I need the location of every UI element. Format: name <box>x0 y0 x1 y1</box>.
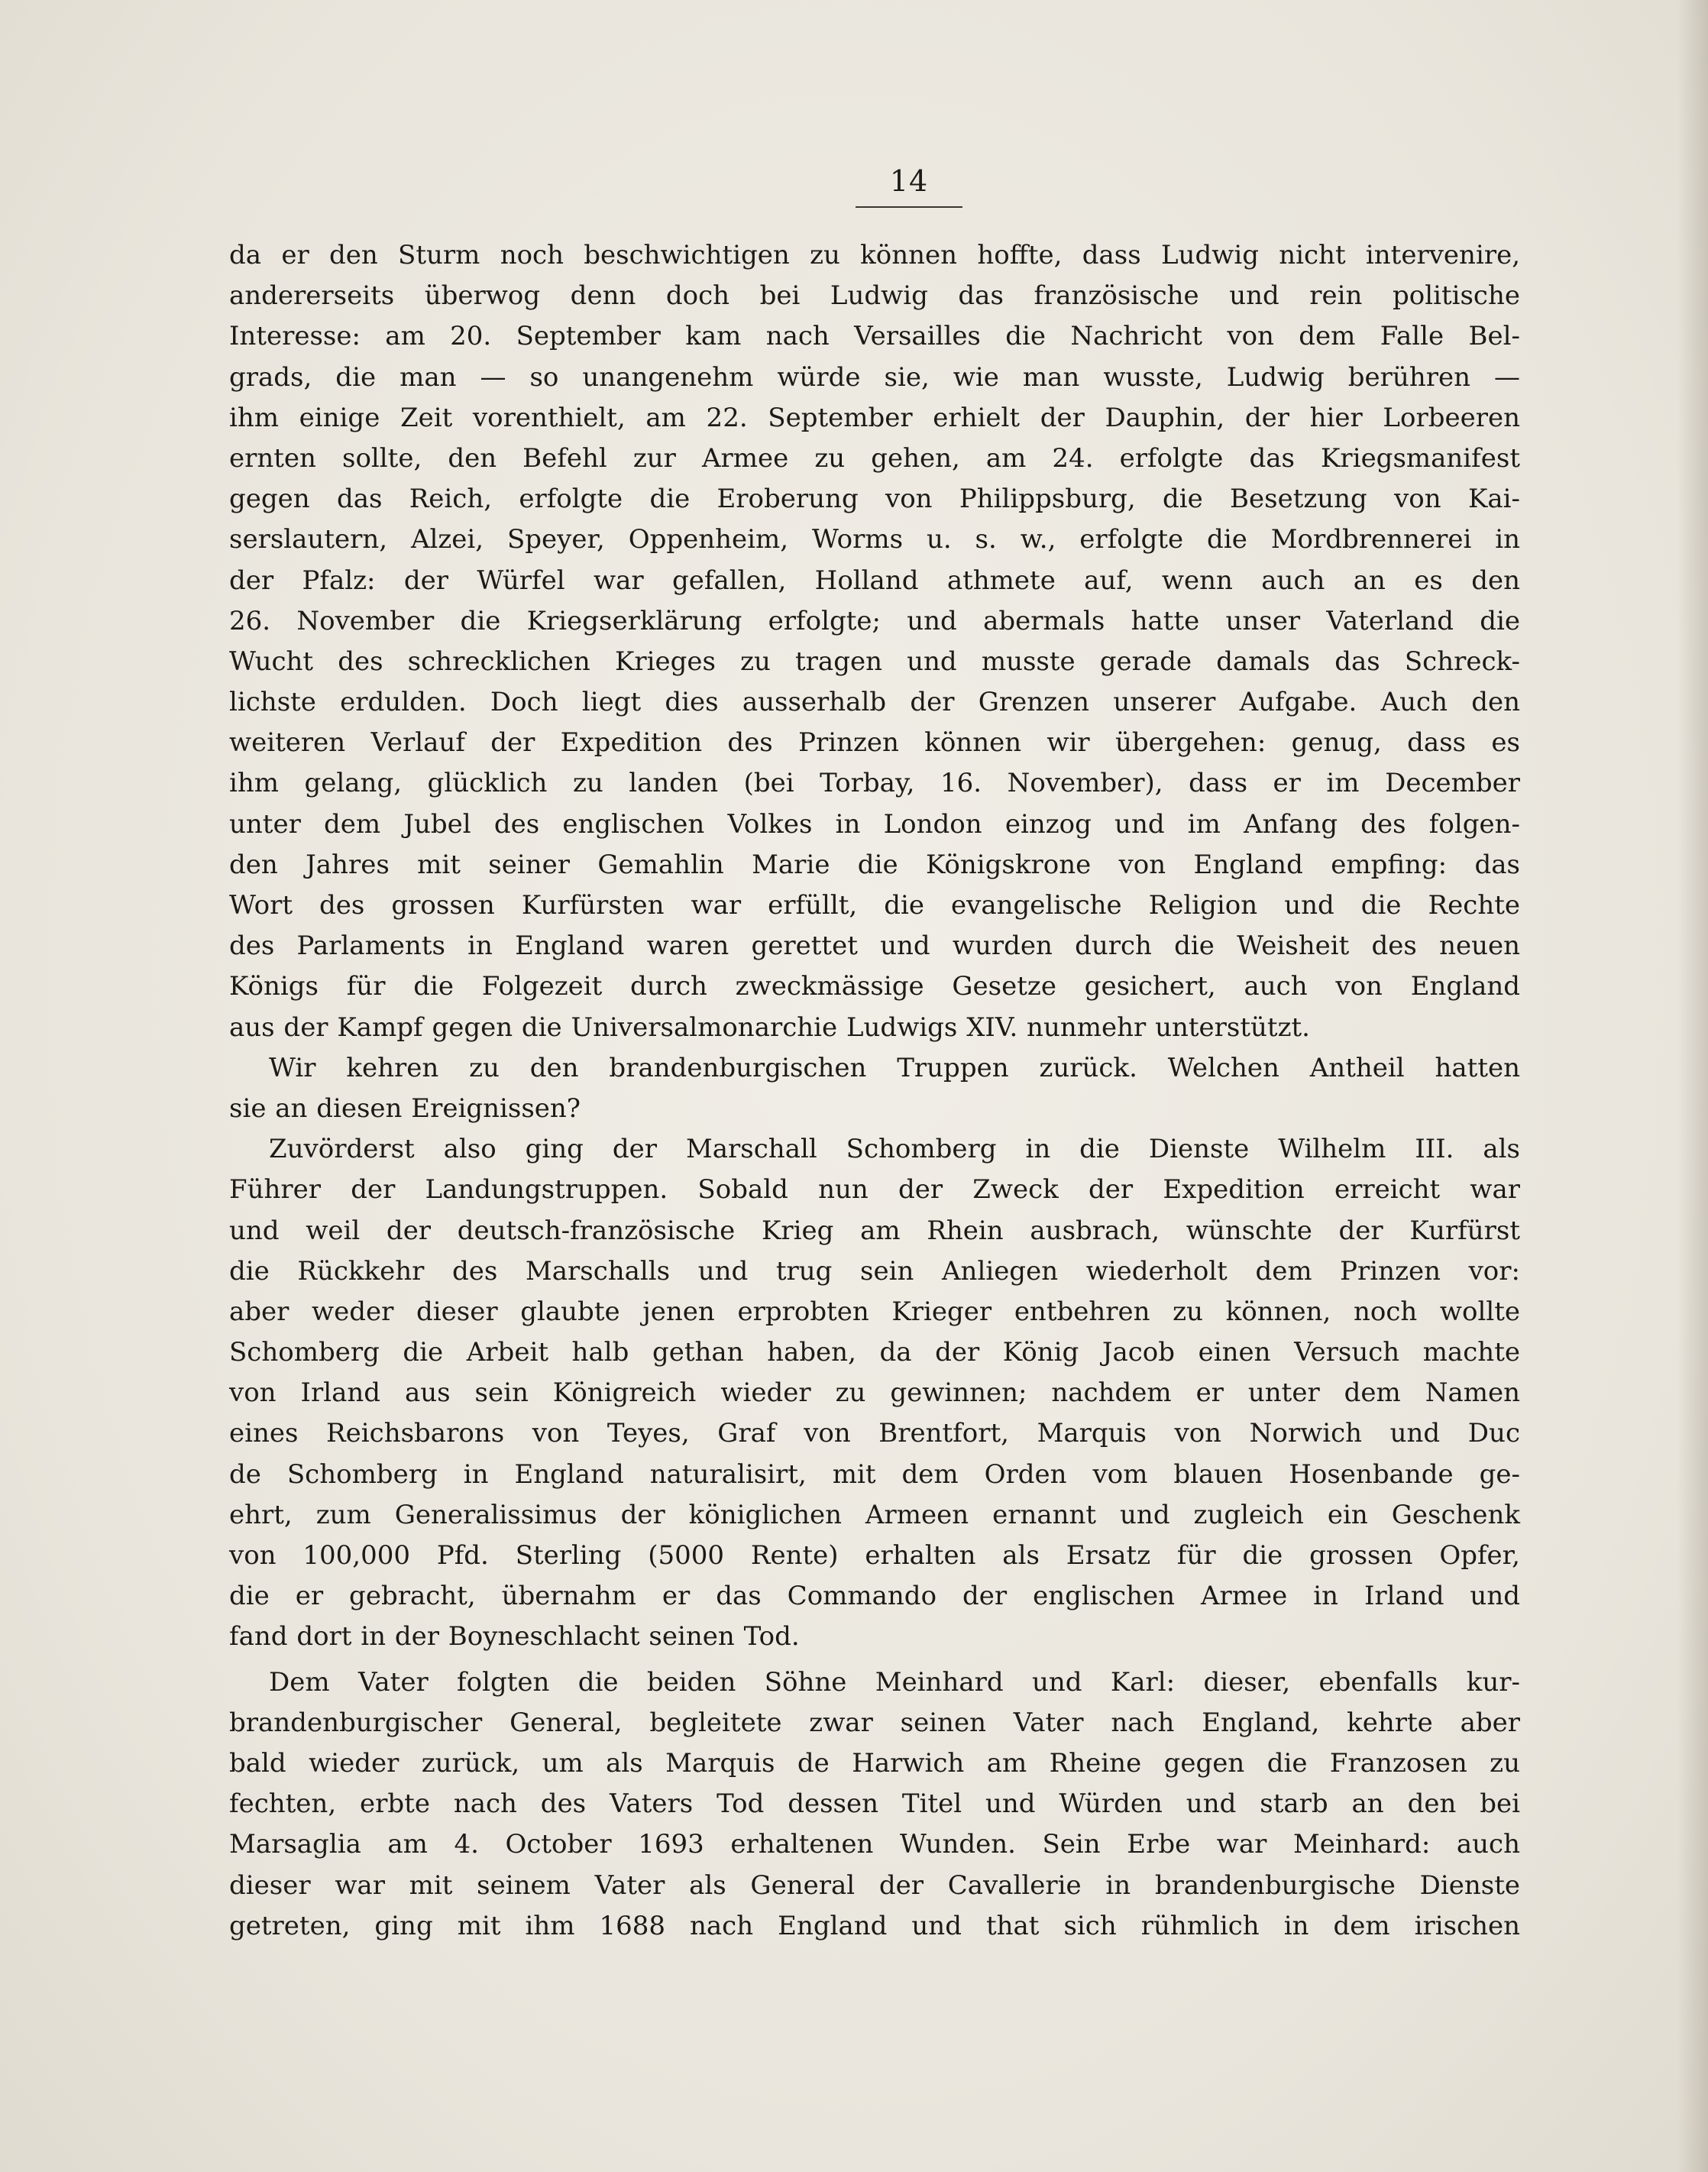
text-line: dieser war mit seinem Vater als General der Cavallerie in brandenburgische Dienste <box>229 1869 1520 1901</box>
text-line: von 100,000 Pfd. Sterling (5000 Rente) erhalten als Ersatz für die grossen Opfer, <box>229 1540 1520 1571</box>
text-line: Marsaglia am 4. October 1693 erhaltenen Wunden. Sein Erbe war Meinhard: auch <box>229 1829 1520 1860</box>
text-line: gegen das Reich, erfolgte die Eroberung von Philippsburg, die Besetzung von Kai- <box>229 484 1520 515</box>
text-line: Schomberg die Arbeit halb gethan haben, da der König Jacob einen Versuch machte <box>229 1337 1520 1368</box>
page-number: 14 <box>889 164 929 198</box>
text-line: weiteren Verlauf der Expedition des Prinzen können wir übergehen: genug, dass es <box>229 727 1520 759</box>
text-line: und weil der deutsch-französische Krieg am Rhein ausbrach, wünschte der Kurfürst <box>229 1215 1520 1246</box>
text-line: 26. November die Kriegserklärung erfolgte; und abermals hatte unser Vaterland die <box>229 605 1520 636</box>
text-line: fand dort in der Boyneschlacht seinen Tod. <box>229 1621 800 1652</box>
text-line: bald wieder zurück, um als Marquis de Harwich am Rheine gegen die Franzosen zu <box>229 1747 1520 1779</box>
text-line: de Schomberg in England naturalisirt, mit dem Orden vom blauen Hosenbande ge- <box>229 1458 1520 1490</box>
text-line: Königs für die Folgezeit durch zweckmässige Gesetze gesichert, auch von England <box>229 971 1520 1002</box>
text-line: Führer der Landungstruppen. Sobald nun der Zweck der Expedition erreicht war <box>229 1174 1520 1206</box>
text-line: eines Reichsbarons von Teyes, Graf von Brentfort, Marquis von Norwich und Duc <box>229 1418 1520 1449</box>
text-line: die er gebracht, übernahm er das Commando der englischen Armee in Irland und <box>229 1581 1520 1612</box>
text-line: Zuvörderst also ging der Marschall Schomberg in die Dienste Wilhelm III. als <box>269 1134 1520 1165</box>
text-line: der Pfalz: der Würfel war gefallen, Holland athmete auf, wenn auch an es den <box>229 565 1520 596</box>
text-line: Wir kehren zu den brandenburgischen Truppen zurück. Welchen Antheil hatten <box>269 1052 1520 1083</box>
text-line: ernten sollte, den Befehl zur Armee zu gehen, am 24. erfolgte das Kriegsmanifest <box>229 442 1520 474</box>
page-edge-shadow <box>1677 0 1708 2172</box>
text-line: unter dem Jubel des englischen Volkes in London einzog und im Anfang des folgen- <box>229 808 1520 840</box>
text-line: da er den Sturm noch beschwichtigen zu können hoffte, dass Ludwig nicht intervenire, <box>229 240 1520 270</box>
text-line: ihm einige Zeit vorenthielt, am 22. September erhielt der Dauphin, der hier Lorbeeren <box>229 402 1520 433</box>
text-line: brandenburgischer General, begleitete zwar seinen Vater nach England, kehrte aber <box>229 1707 1520 1738</box>
text-line: die Rückkehr des Marschalls und trug sein Anliegen wiederholt dem Prinzen vor: <box>229 1255 1520 1287</box>
text-line: getreten, ging mit ihm 1688 nach England und that sich rühmlich in dem irischen <box>229 1910 1520 1941</box>
page-number-rule <box>856 206 962 208</box>
text-line: andererseits überwog denn doch bei Ludwig das französische und rein politische <box>229 280 1520 312</box>
text-line: Wort des grossen Kurfürsten war erfüllt, die evangelische Religion und die Rechte <box>229 890 1520 921</box>
text-line: ehrt, zum Generalissimus der königlichen Armeen ernannt und zugleich ein Geschenk <box>229 1499 1520 1530</box>
text-line: lichste erdulden. Doch liegt dies ausserhalb der Grenzen unserer Aufgabe. Auch den <box>229 687 1520 718</box>
text-line: aber weder dieser glaubte jenen erprobten Krieger entbehren zu können, noch wollte <box>229 1296 1520 1327</box>
text-line: Dem Vater folgten die beiden Söhne Meinhard und Karl: dieser, ebenfalls kur- <box>269 1666 1520 1698</box>
text-line: sie an diesen Ereignissen? <box>229 1092 581 1124</box>
text-line: Interesse: am 20. September kam nach Versailles die Nachricht von dem Falle Bel- <box>229 321 1520 352</box>
text-line: Wucht des schrecklichen Krieges zu tragen und musste gerade damals das Schreck- <box>229 646 1520 677</box>
text-line: fechten, erbte nach des Vaters Tod dessen Titel und Würden und starb an den bei <box>229 1788 1520 1820</box>
text-line: des Parlaments in England waren gerettet und wurden durch die Weisheit des neuen <box>229 931 1520 962</box>
text-line: serslautern, Alzei, Speyer, Oppenheim, Worms u. s. w., erfolgte die Mordbrennerei in <box>229 524 1520 555</box>
text-line: von Irland aus sein Königreich wieder zu gewinnen; nachdem er unter dem Namen <box>229 1377 1520 1409</box>
text-line: aus der Kampf gegen die Universalmonarchie Ludwigs XIV. nunmehr unterstützt. <box>229 1012 1310 1043</box>
text-line: grads, die man — so unangenehm würde sie, wie man wusste, Ludwig berühren — <box>229 361 1520 393</box>
text-line: ihm gelang, glücklich zu landen (bei Torbay, 16. November), dass er im December <box>229 768 1520 799</box>
body-text <box>229 235 1520 1947</box>
text-line: den Jahres mit seiner Gemahlin Marie die Königskrone von England empfing: das <box>229 849 1520 880</box>
